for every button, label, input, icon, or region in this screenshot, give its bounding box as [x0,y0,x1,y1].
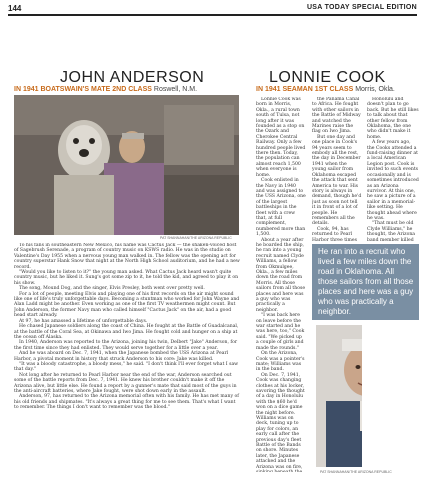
paragraph: The song, Mound Dog, and the singer, Elvis Presley, both went over pretty well. [19,286,205,292]
paragraph: the Panama Canal to Africa. He fought with other sailors in the Battle of Midway and watched the Marines raise the flag on Iwo Jima. [312,97,361,135]
paragraph: In 1940, Anderson was reported to the Arizona, joining his twin, Delbert "Jake" Anderson, for the first time since they had enlisted. They would serve together for a little over a year. [14,340,238,351]
right-article-col-1 [256,97,306,472]
paragraph: On Dec. 7, 1941, Cook was changing clothes at his locker, savoring the thought of a day in Honolulu with the $60 he'd won on a dice game the night before. Williams was on deck, tuning up to play for colors, an early call after the previous day's fleet Battle of the Bands on shore. Minutes later, the Japanese attacked and the Arizona was on fire, [256,372,305,470]
left-article-body [14,243,240,475]
paragraph: "That must be old Clyde Williams," he thought, the Arizona band member killed [367,221,416,242]
right-article-col-3 [367,97,419,242]
paragraph: "Would you like to listen to it?" the young man asked. What Cactus Jack heard wasn't quite country music, but he liked it. Sung's got some zip to it, he told the kid, and agreed to play it on his show. [14,270,239,286]
paragraph: Honolulu and doesn't plan to go back. But he still likes to talk about that other fellow from Oklahoma, the one who didn't make it home. [367,97,419,140]
anderson-photo [14,95,239,235]
left-hometown: Roswell, N.M. [153,86,198,93]
right-article-col-2 [312,97,362,242]
pull-quote-box [312,244,419,320]
left-class-label: IN 1941 BOATSWAIN'S MATE 2ND CLASS [14,86,152,93]
left-profile-subhead [14,86,197,93]
paragraph: A few years ago, the Cooks attended a fund-raising dinner at a local American Legion post. Cook is invited to such events occasionally and is sometimes introduced as an Arizona survivor. At this one, he saw a picture of a sailor in a memorial-like setting. He thought ahead where he was. [367,140,419,221]
paragraph: Anderson, 97, has returned to the Arizona memorial often with his family. He has met many of his old friends and shipmates. "It's always a great thing for me to see them. That's what I want to remember. The things I don't want to remember was the blood." [14,394,239,411]
paragraph: He chased Japanese soldiers along the coast of China. He fought at the Battle of Guadalcanal, at the battle of the Coral Sea, at Okinawa and Iwo Jima. He fought cold and hunger on a ship at the ocean off Alaska. [14,324,239,340]
cook-photo [312,325,362,470]
paragraph: About a year after he boarded the ship, he ran into a young recruit named Clyde Williams, a fellow from Okmulgee, Okla., a few miles down the road from Morris. All those sailors from all those places and here was a guy who was practically a neighbor. [256,237,306,313]
right-profile-name: LONNIE COOK [269,69,386,86]
paragraph: But one day and one place in Cook's 94 years seem to embody all the rest, the day in December 1941 when the young sailor from Oklahoma escaped the attack that sent America to war. His story is always in demand, though he'd just as soon not tell it in front of a lot of people. He remembers all the details. [312,134,362,227]
publication-title: USA TODAY SPECIAL EDITION [306,4,417,11]
right-class-label: IN 1941 SEAMAN 1ST CLASS [256,86,354,93]
paragraph: "I was back here on leave before the war started and he was here, too," Cook said. "We picked up a couple of girls and made the rounds." [256,313,305,351]
pull-quote-text: He ran into a recruit who lived a few miles down the road in Oklahoma. All those sailors from all those places and here was a guy who was practically a neighbor. [318,247,414,316]
paragraph: To his fans in southeastern New Mexico, his name was Cactus Jack — the shaken-voiced host of Sagebrush Serenade, a program of country music on KSWS radio. He was in the studio on Valentine's Day 1955 when a nervous young man walked in. The fellow was the opening act for country superstar Hank Snow that night at the North High School auditorium, and he had a new record. [14,243,240,270]
right-portrait-area [312,325,362,470]
paragraph: At 97, he has amassed a lifetime of unforgettable days. [19,318,148,324]
page-number: 144 [8,4,22,13]
header-rule [8,14,417,16]
paragraph: Cook enlisted in the Navy in 1940 and was assigned to the USS Arizona, one of the largest battleships in the fleet with a crew that, at full complement, numbered more than 1,500. [256,178,306,238]
paragraph: On the Arizona, Cook was a pointer's mate; Williams was in the band. [256,351,305,373]
left-photo-credit: PAT SHANNAHAN/THE ARIZONA REPUBLIC [160,236,232,240]
paragraph: Lonnie Cook was born in Morris, Okla., a rural town south of Tulsa, not long after it was founded as a stop on the Ozark and Cherokee Central Railway. Only a few hundred people lived there then. Today, the population can almost reach 1,500 when everyone is home. [256,97,306,178]
left-profile-name: JOHN ANDERSON [60,69,205,86]
paragraph: Not long after he returned to Pearl Harbor near the end of the war, Anderson searched out some of the battle reports from Dec. 7, 1941. He knew his brother couldn't make it off the Arizona alive, but little else. He found a report by a gunner's mate that said most of the guys in the anti-aircraft batteries, where Jake fought, were shot down early in the assault. [14,372,237,394]
photo-image [14,95,239,235]
right-photo-credit: PAT SHANNAHAN/THE ARIZONA REPUBLIC [320,470,392,474]
paragraph: "It was a bloody catastrophe, a bloody mess," he said. "I don't think I'll ever forget what I saw that day." [14,361,239,373]
paragraph: For a lot of people, meeting Elvis and playing one of his first records on the air might sound like one of life's truly unforgettable days. Becoming a stuntman who worked for John Wayne and Alan Ladd might be another. Even working as one of the first TV weathermen might count. But John Anderson, the former Navy man who called himself "Cactus Jack" on the air, had a good head start already. [14,291,240,319]
right-hometown: Morris, Okla. [355,86,395,93]
paragraph: Cook, 94, has returned to Pearl Harbor three times [312,226,357,242]
paragraph: And he was aboard on Dec. 7, 1941, when the Japanese bombed the USS Arizona at Pearl Harbor, a pivotal moment in history that struck Anderson to his core: Jake was killed. [14,351,229,362]
right-profile-subhead [256,86,395,93]
